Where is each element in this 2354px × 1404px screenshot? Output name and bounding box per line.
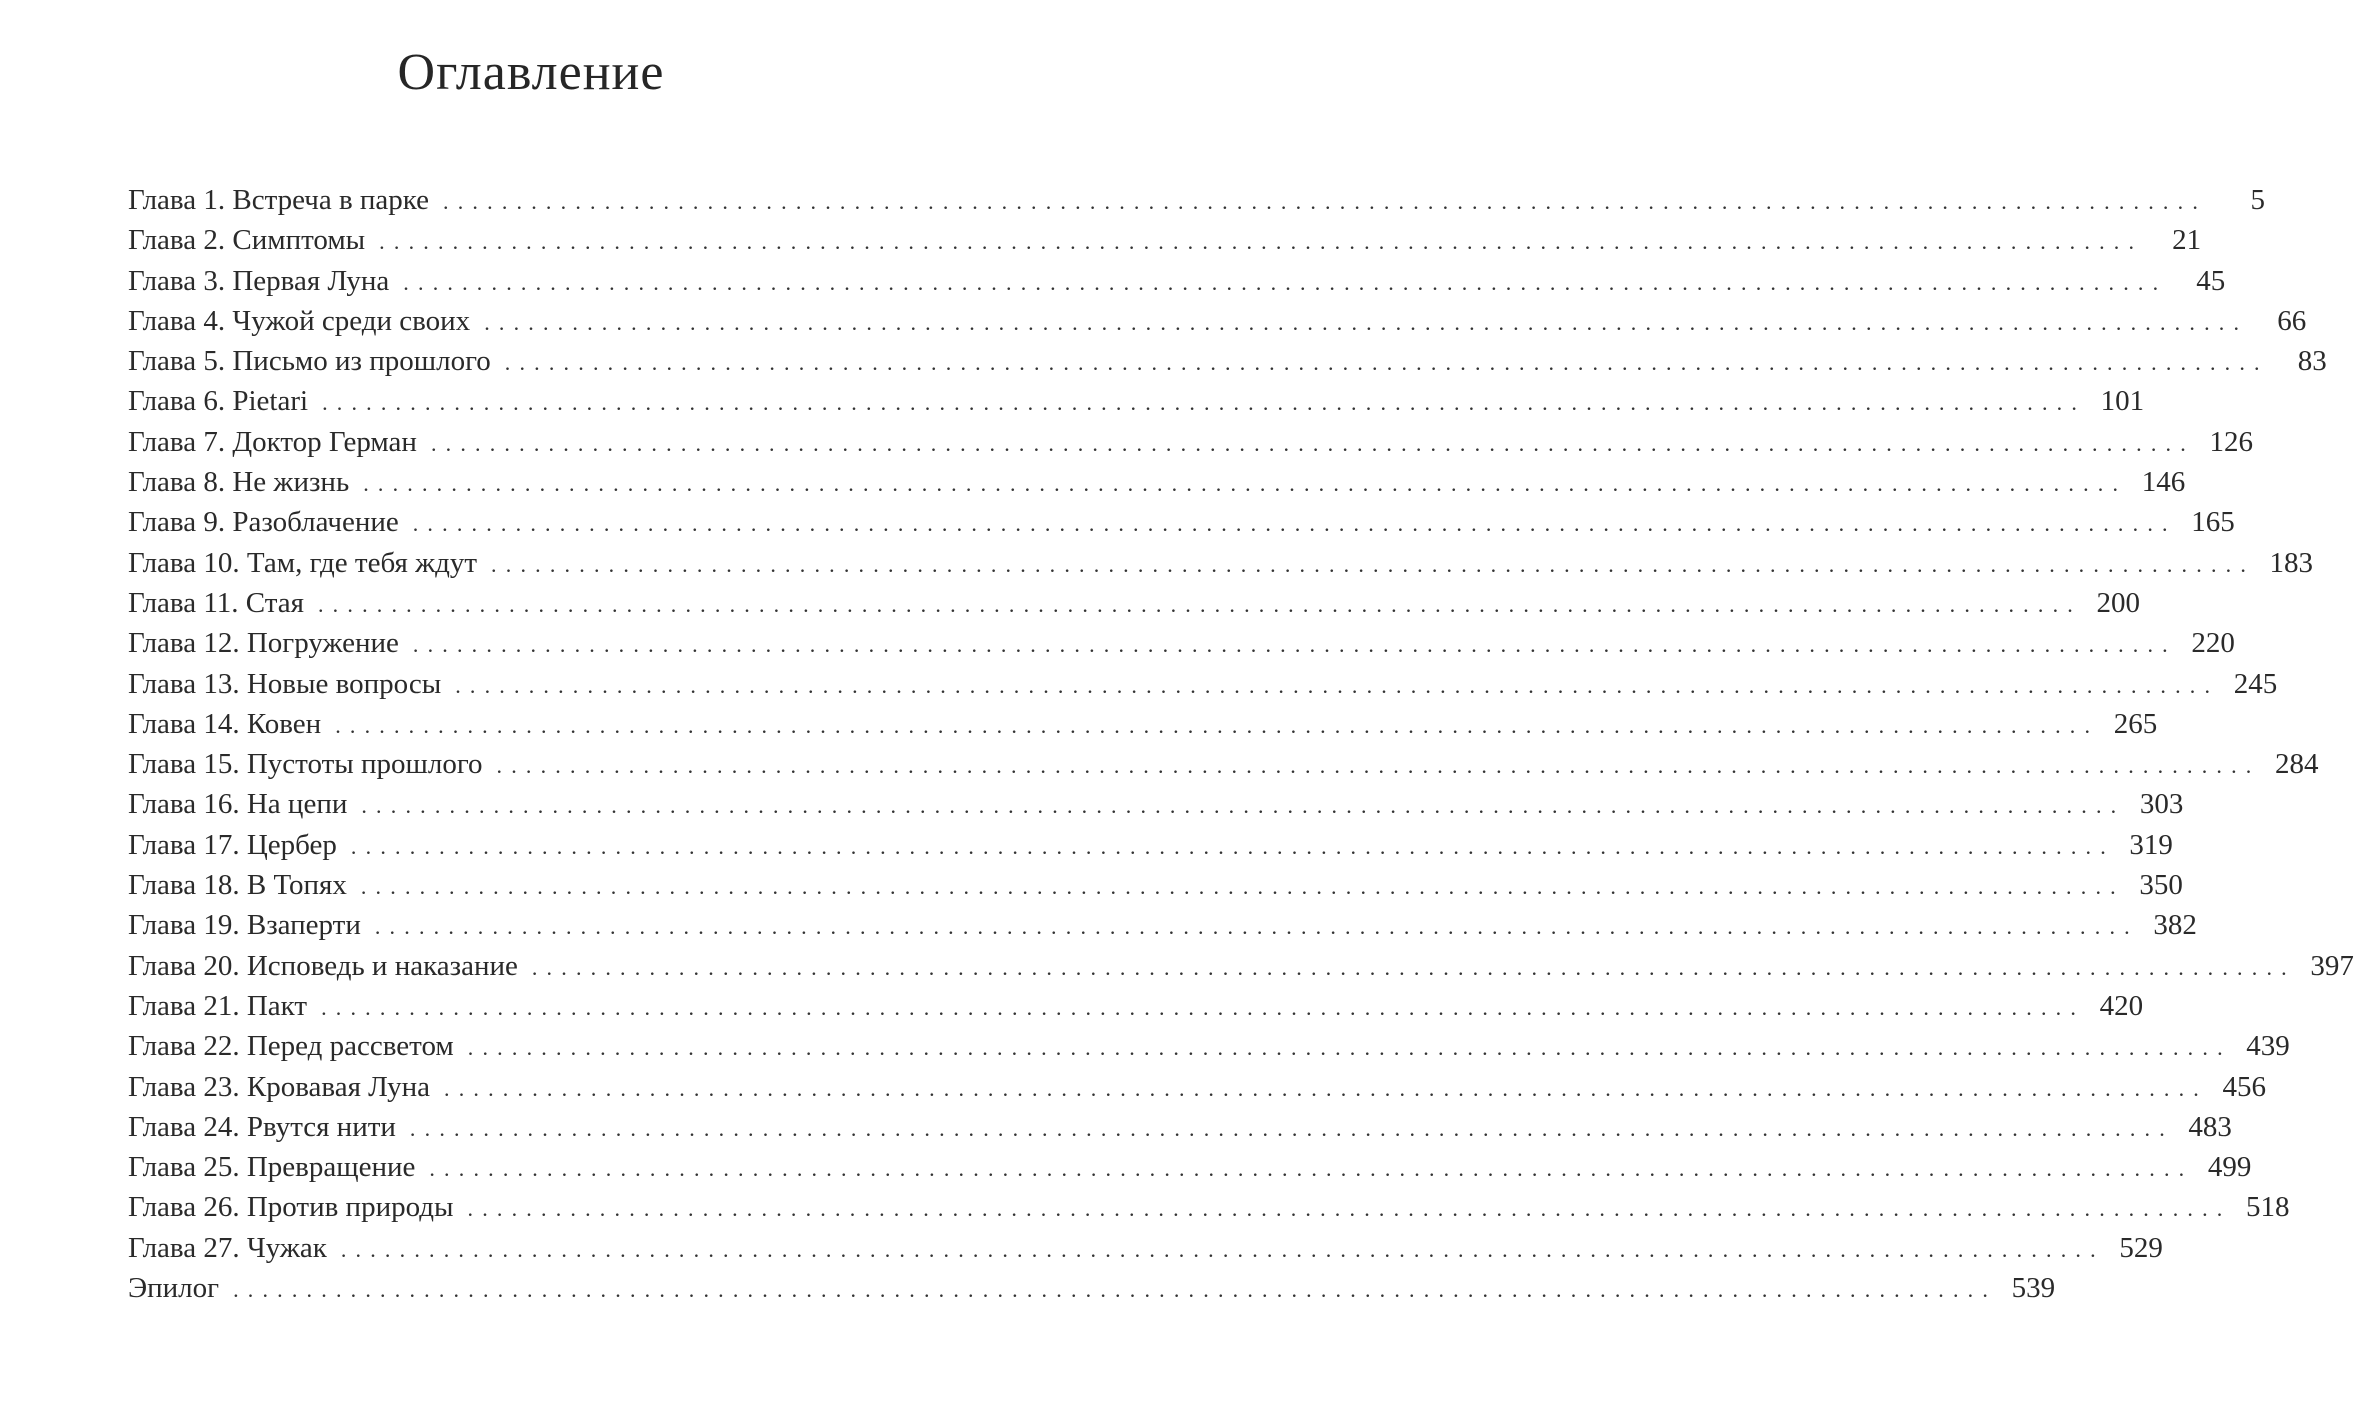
toc-entry[interactable] bbox=[128, 341, 2327, 381]
dot-leader: ........................................................................................................................ bbox=[412, 632, 2177, 658]
toc-page-number: 420 bbox=[2099, 989, 2144, 1022]
toc-entry-title: Глава 27. Чужак bbox=[128, 1231, 327, 1264]
toc-entry-title: Глава 7. Доктор Герман bbox=[128, 425, 417, 458]
toc-page-number: 245 bbox=[2233, 667, 2278, 700]
dot-leader: ........................................................................................................................ bbox=[335, 712, 2100, 738]
dot-leader: ........................................................................................................................ bbox=[360, 874, 2125, 900]
toc-entry-title: Глава 19. Взаперти bbox=[128, 909, 361, 942]
dot-leader: ........................................................................................................................ bbox=[412, 511, 2177, 537]
toc-entry[interactable] bbox=[128, 744, 2319, 784]
toc-page-number: 83 bbox=[2297, 345, 2327, 378]
toc-page-number: 101 bbox=[2100, 385, 2145, 418]
toc-entry[interactable] bbox=[128, 623, 2235, 663]
toc-entry[interactable] bbox=[128, 422, 2253, 462]
toc-page-number: 126 bbox=[2209, 425, 2253, 458]
toc-entry[interactable] bbox=[128, 946, 2354, 986]
toc-page-number: 183 bbox=[2269, 546, 2314, 579]
toc-entry-title: Глава 17. Цербер bbox=[128, 828, 337, 861]
table-of-contents bbox=[128, 180, 2354, 1308]
toc-page-number: 499 bbox=[2207, 1151, 2252, 1184]
toc-entry[interactable] bbox=[128, 381, 2145, 421]
toc-entry[interactable] bbox=[128, 583, 2140, 623]
toc-entry[interactable] bbox=[128, 261, 2226, 301]
toc-entry-title: Глава 14. Ковен bbox=[128, 707, 322, 740]
toc-entry[interactable] bbox=[128, 180, 2266, 220]
toc-entry[interactable] bbox=[128, 986, 2144, 1026]
dot-leader: ........................................................................................................................ bbox=[484, 309, 2249, 335]
dot-leader: ........................................................................................................................ bbox=[409, 1115, 2174, 1141]
toc-entry[interactable] bbox=[128, 1107, 2232, 1147]
toc-page-number: 397 bbox=[2310, 949, 2354, 982]
toc-entry-title: Глава 3. Первая Луна bbox=[128, 264, 390, 297]
toc-page-number: 439 bbox=[2246, 1030, 2290, 1063]
toc-entry[interactable] bbox=[128, 462, 2186, 502]
dot-leader: ........................................................................................................................ bbox=[340, 1236, 2105, 1262]
toc-entry-title: Глава 5. Письмо из прошлого bbox=[128, 345, 491, 378]
dot-leader: ........................................................................................................................ bbox=[455, 672, 2220, 698]
dot-leader: ........................................................................................................................ bbox=[467, 1196, 2232, 1222]
toc-entry-title: Глава 13. Новые вопросы bbox=[128, 667, 442, 700]
toc-page-number: 529 bbox=[2119, 1231, 2163, 1264]
toc-entry-title: Эпилог bbox=[128, 1272, 220, 1305]
toc-entry[interactable] bbox=[128, 1067, 2266, 1107]
toc-page-number: 21 bbox=[2172, 224, 2202, 257]
toc-entry-title: Глава 25. Превращение bbox=[128, 1151, 416, 1184]
toc-page-number: 146 bbox=[2141, 466, 2186, 499]
toc-page-number: 539 bbox=[2011, 1272, 2056, 1305]
toc-entry[interactable] bbox=[128, 1228, 2163, 1268]
dot-leader: ........................................................................................................................ bbox=[379, 229, 2144, 255]
dot-leader: ........................................................................................................................ bbox=[322, 390, 2087, 416]
toc-entry-title: Глава 2. Симптомы bbox=[128, 224, 366, 257]
toc-page-number: 66 bbox=[2277, 304, 2307, 337]
dot-leader: ........................................................................................................................ bbox=[374, 914, 2139, 940]
toc-page-number: 165 bbox=[2191, 506, 2235, 539]
toc-page-number: 265 bbox=[2113, 707, 2158, 740]
toc-entry-title: Глава 12. Погружение bbox=[128, 627, 399, 660]
toc-entry[interactable] bbox=[128, 301, 2307, 341]
toc-entry-title: Глава 9. Разоблачение bbox=[128, 506, 399, 539]
toc-entry[interactable] bbox=[128, 1147, 2252, 1187]
toc-entry[interactable] bbox=[128, 1268, 2056, 1308]
dot-leader: ........................................................................................................................ bbox=[444, 1075, 2208, 1101]
dot-leader: ........................................................................................................................ bbox=[429, 1156, 2194, 1182]
dot-leader: ........................................................................................................................ bbox=[491, 551, 2256, 577]
toc-entry-title: Глава 20. Исповедь и наказание bbox=[128, 949, 518, 982]
toc-entry-title: Глава 26. Против природы bbox=[128, 1191, 454, 1224]
toc-entry[interactable] bbox=[128, 905, 2197, 945]
toc-entry[interactable] bbox=[128, 664, 2278, 704]
toc-entry-title: Глава 11. Стая bbox=[128, 586, 304, 619]
dot-leader: ........................................................................................................................ bbox=[350, 833, 2115, 859]
toc-entry-title: Глава 8. Не жизнь bbox=[128, 466, 350, 499]
toc-page-number: 5 bbox=[2250, 184, 2266, 216]
dot-leader: ........................................................................................................................ bbox=[361, 793, 2126, 819]
toc-entry-title: Глава 24. Рвутся нити bbox=[128, 1110, 396, 1143]
toc-entry[interactable] bbox=[128, 1187, 2290, 1227]
toc-page-number: 319 bbox=[2129, 828, 2173, 861]
dot-leader: ........................................................................................................................ bbox=[496, 753, 2261, 779]
toc-entry[interactable] bbox=[128, 704, 2158, 744]
toc-page-number: 200 bbox=[2096, 586, 2140, 619]
toc-page-number: 350 bbox=[2139, 869, 2183, 902]
dot-leader: ........................................................................................................................ bbox=[317, 591, 2082, 617]
toc-page-number: 220 bbox=[2191, 627, 2235, 660]
toc-page-number: 284 bbox=[2275, 748, 2319, 781]
toc-page-number: 456 bbox=[2222, 1070, 2266, 1103]
toc-entry-title: Глава 22. Перед рассветом bbox=[128, 1030, 454, 1063]
toc-page-number: 45 bbox=[2196, 264, 2226, 297]
toc-entry[interactable] bbox=[128, 784, 2184, 824]
toc-entry[interactable] bbox=[128, 1026, 2290, 1066]
toc-entry[interactable] bbox=[128, 543, 2314, 583]
dot-leader: ........................................................................................................................ bbox=[467, 1035, 2232, 1061]
toc-page-number: 303 bbox=[2139, 788, 2184, 821]
dot-leader: ........................................................................................................................ bbox=[430, 430, 2195, 456]
toc-entry-title: Глава 6. Pietari bbox=[128, 385, 309, 418]
toc-entry-title: Глава 18. В Топях bbox=[128, 869, 347, 902]
dot-leader: ........................................................................................................................ bbox=[531, 954, 2296, 980]
toc-page-number: 483 bbox=[2188, 1110, 2232, 1143]
toc-entry[interactable] bbox=[128, 502, 2235, 542]
toc-page-number: 382 bbox=[2153, 909, 2197, 942]
toc-entry-title: Глава 15. Пустоты прошлого bbox=[128, 748, 483, 781]
toc-entry-title: Глава 16. На цепи bbox=[128, 788, 348, 821]
dot-leader: ........................................................................................................................ bbox=[403, 269, 2168, 295]
dot-leader: ........................................................................................................................ bbox=[363, 471, 2128, 497]
toc-entry[interactable] bbox=[128, 865, 2183, 905]
dot-leader: ........................................................................................................................ bbox=[233, 1277, 1998, 1303]
toc-entry[interactable] bbox=[128, 825, 2173, 865]
toc-entry-title: Глава 10. Там, где тебя ждут bbox=[128, 546, 478, 579]
toc-page-number: 518 bbox=[2246, 1191, 2290, 1224]
toc-entry-title: Глава 1. Встреча в парке bbox=[128, 184, 430, 216]
toc-entry-title: Глава 23. Кровавая Луна bbox=[128, 1070, 430, 1103]
dot-leader: ........................................................................................................................ bbox=[504, 350, 2269, 376]
toc-entry[interactable] bbox=[128, 220, 2202, 260]
toc-entry-title: Глава 4. Чужой среди своих bbox=[128, 304, 471, 337]
dot-leader: ........................................................................................................................ bbox=[443, 189, 2208, 214]
toc-entry-title: Глава 21. Пакт bbox=[128, 989, 308, 1022]
page-title: Оглавление bbox=[397, 44, 665, 101]
dot-leader: ........................................................................................................................ bbox=[321, 994, 2086, 1020]
